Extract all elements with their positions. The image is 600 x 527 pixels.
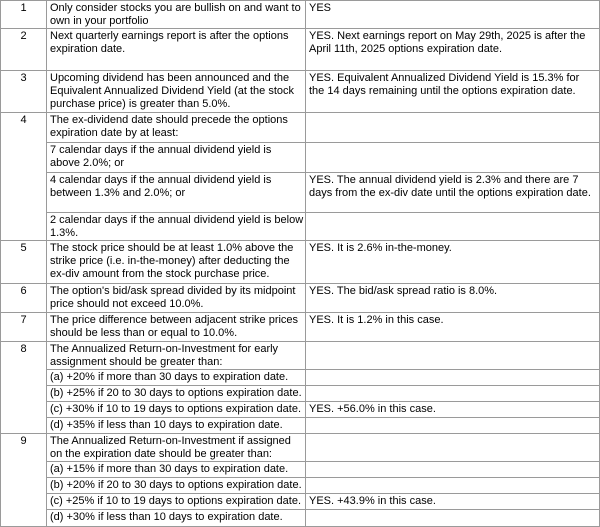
criterion-number: 5 xyxy=(1,241,47,284)
criterion-condition: 2 calendar days if the annual dividend yield is below 1.3%. xyxy=(47,213,306,241)
criterion-condition: (c) +25% if 10 to 19 days to options expiration date. xyxy=(47,494,306,510)
criterion-condition: The option's bid/ask spread divided by its midpoint price should not exceed 10.0%. xyxy=(47,284,306,313)
criterion-condition: 4 calendar days if the annual dividend yield is between 1.3% and 2.0%; or xyxy=(47,173,306,213)
criteria-row xyxy=(1,143,600,173)
criterion-result: YES. +56.0% in this case. xyxy=(306,402,600,418)
criteria-row xyxy=(1,462,600,478)
criteria-row xyxy=(1,313,600,342)
criterion-result: YES. It is 2.6% in-the-money. xyxy=(306,241,600,284)
criterion-condition: (b) +25% if 20 to 30 days to options expiration date. xyxy=(47,386,306,402)
criterion-condition: (b) +20% if 20 to 30 days to options expiration date. xyxy=(47,478,306,494)
criterion-result xyxy=(306,462,600,478)
criteria-row xyxy=(1,241,600,284)
criterion-result: YES. Next earnings report on May 29th, 2025 is after the April 11th, 2025 options expiration date. xyxy=(306,29,600,71)
criteria-row xyxy=(1,510,600,527)
criterion-condition: The Annualized Return-on-Investment if assigned on the expiration date should be greater than: xyxy=(47,434,306,462)
criterion-result xyxy=(306,143,600,173)
criteria-row xyxy=(1,284,600,313)
criterion-result: YES. Equivalent Annualized Dividend Yield is 15.3% for the 14 days remaining until the options expiration date. xyxy=(306,71,600,113)
criterion-condition: (a) +20% if more than 30 days to expiration date. xyxy=(47,370,306,386)
criteria-row xyxy=(1,342,600,370)
criteria-row xyxy=(1,1,600,29)
criterion-condition: (d) +30% if less than 10 days to expiration date. xyxy=(47,510,306,527)
criteria-row xyxy=(1,29,600,71)
criteria-row xyxy=(1,113,600,143)
criteria-row xyxy=(1,71,600,113)
criterion-condition: Next quarterly earnings report is after the options expiration date. xyxy=(47,29,306,71)
criterion-result: YES. The annual dividend yield is 2.3% and there are 7 days from the ex-div date until the options expiration date. xyxy=(306,173,600,213)
criterion-condition: The Annualized Return-on-Investment for early assignment should be greater than: xyxy=(47,342,306,370)
criterion-number: 4 xyxy=(1,113,47,241)
criterion-condition: Only consider stocks you are bullish on and want to own in your portfolio xyxy=(47,1,306,29)
criteria-table-body xyxy=(1,1,600,527)
criteria-row xyxy=(1,402,600,418)
criterion-condition: The price difference between adjacent strike prices should be less than or equal to 10.0%. xyxy=(47,313,306,342)
criterion-condition: 7 calendar days if the annual dividend yield is above 2.0%; or xyxy=(47,143,306,173)
criterion-number: 7 xyxy=(1,313,47,342)
criterion-condition: Upcoming dividend has been announced and the Equivalent Annualized Dividend Yield (at the stock purchase price) is greater than 5.0%. xyxy=(47,71,306,113)
criterion-result: YES xyxy=(306,1,600,29)
criteria-row xyxy=(1,386,600,402)
criterion-number: 3 xyxy=(1,71,47,113)
criterion-number: 1 xyxy=(1,1,47,29)
criterion-result xyxy=(306,342,600,370)
criteria-row xyxy=(1,213,600,241)
criteria-row xyxy=(1,434,600,462)
criterion-condition: The stock price should be at least 1.0% above the strike price (i.e. in-the-money) after deducting the ex-div amount from the stock purchase price. xyxy=(47,241,306,284)
criterion-condition: (c) +30% if 10 to 19 days to options expiration date. xyxy=(47,402,306,418)
criterion-result xyxy=(306,386,600,402)
criterion-result xyxy=(306,434,600,462)
criterion-number: 9 xyxy=(1,434,47,527)
criterion-number: 6 xyxy=(1,284,47,313)
criterion-result xyxy=(306,510,600,527)
criterion-result xyxy=(306,478,600,494)
criterion-result xyxy=(306,113,600,143)
criterion-condition: The ex-dividend date should precede the options expiration date by at least: xyxy=(47,113,306,143)
criteria-row xyxy=(1,494,600,510)
criterion-result xyxy=(306,213,600,241)
criterion-result xyxy=(306,418,600,434)
criteria-row xyxy=(1,173,600,213)
criteria-row xyxy=(1,418,600,434)
criterion-result xyxy=(306,370,600,386)
criterion-number: 2 xyxy=(1,29,47,71)
criterion-result: YES. The bid/ask spread ratio is 8.0%. xyxy=(306,284,600,313)
criteria-row xyxy=(1,478,600,494)
criterion-condition: (a) +15% if more than 30 days to expiration date. xyxy=(47,462,306,478)
criterion-result: YES. +43.9% in this case. xyxy=(306,494,600,510)
criterion-condition: (d) +35% if less than 10 days to expiration date. xyxy=(47,418,306,434)
criterion-number: 8 xyxy=(1,342,47,434)
criteria-row xyxy=(1,370,600,386)
criterion-result: YES. It is 1.2% in this case. xyxy=(306,313,600,342)
